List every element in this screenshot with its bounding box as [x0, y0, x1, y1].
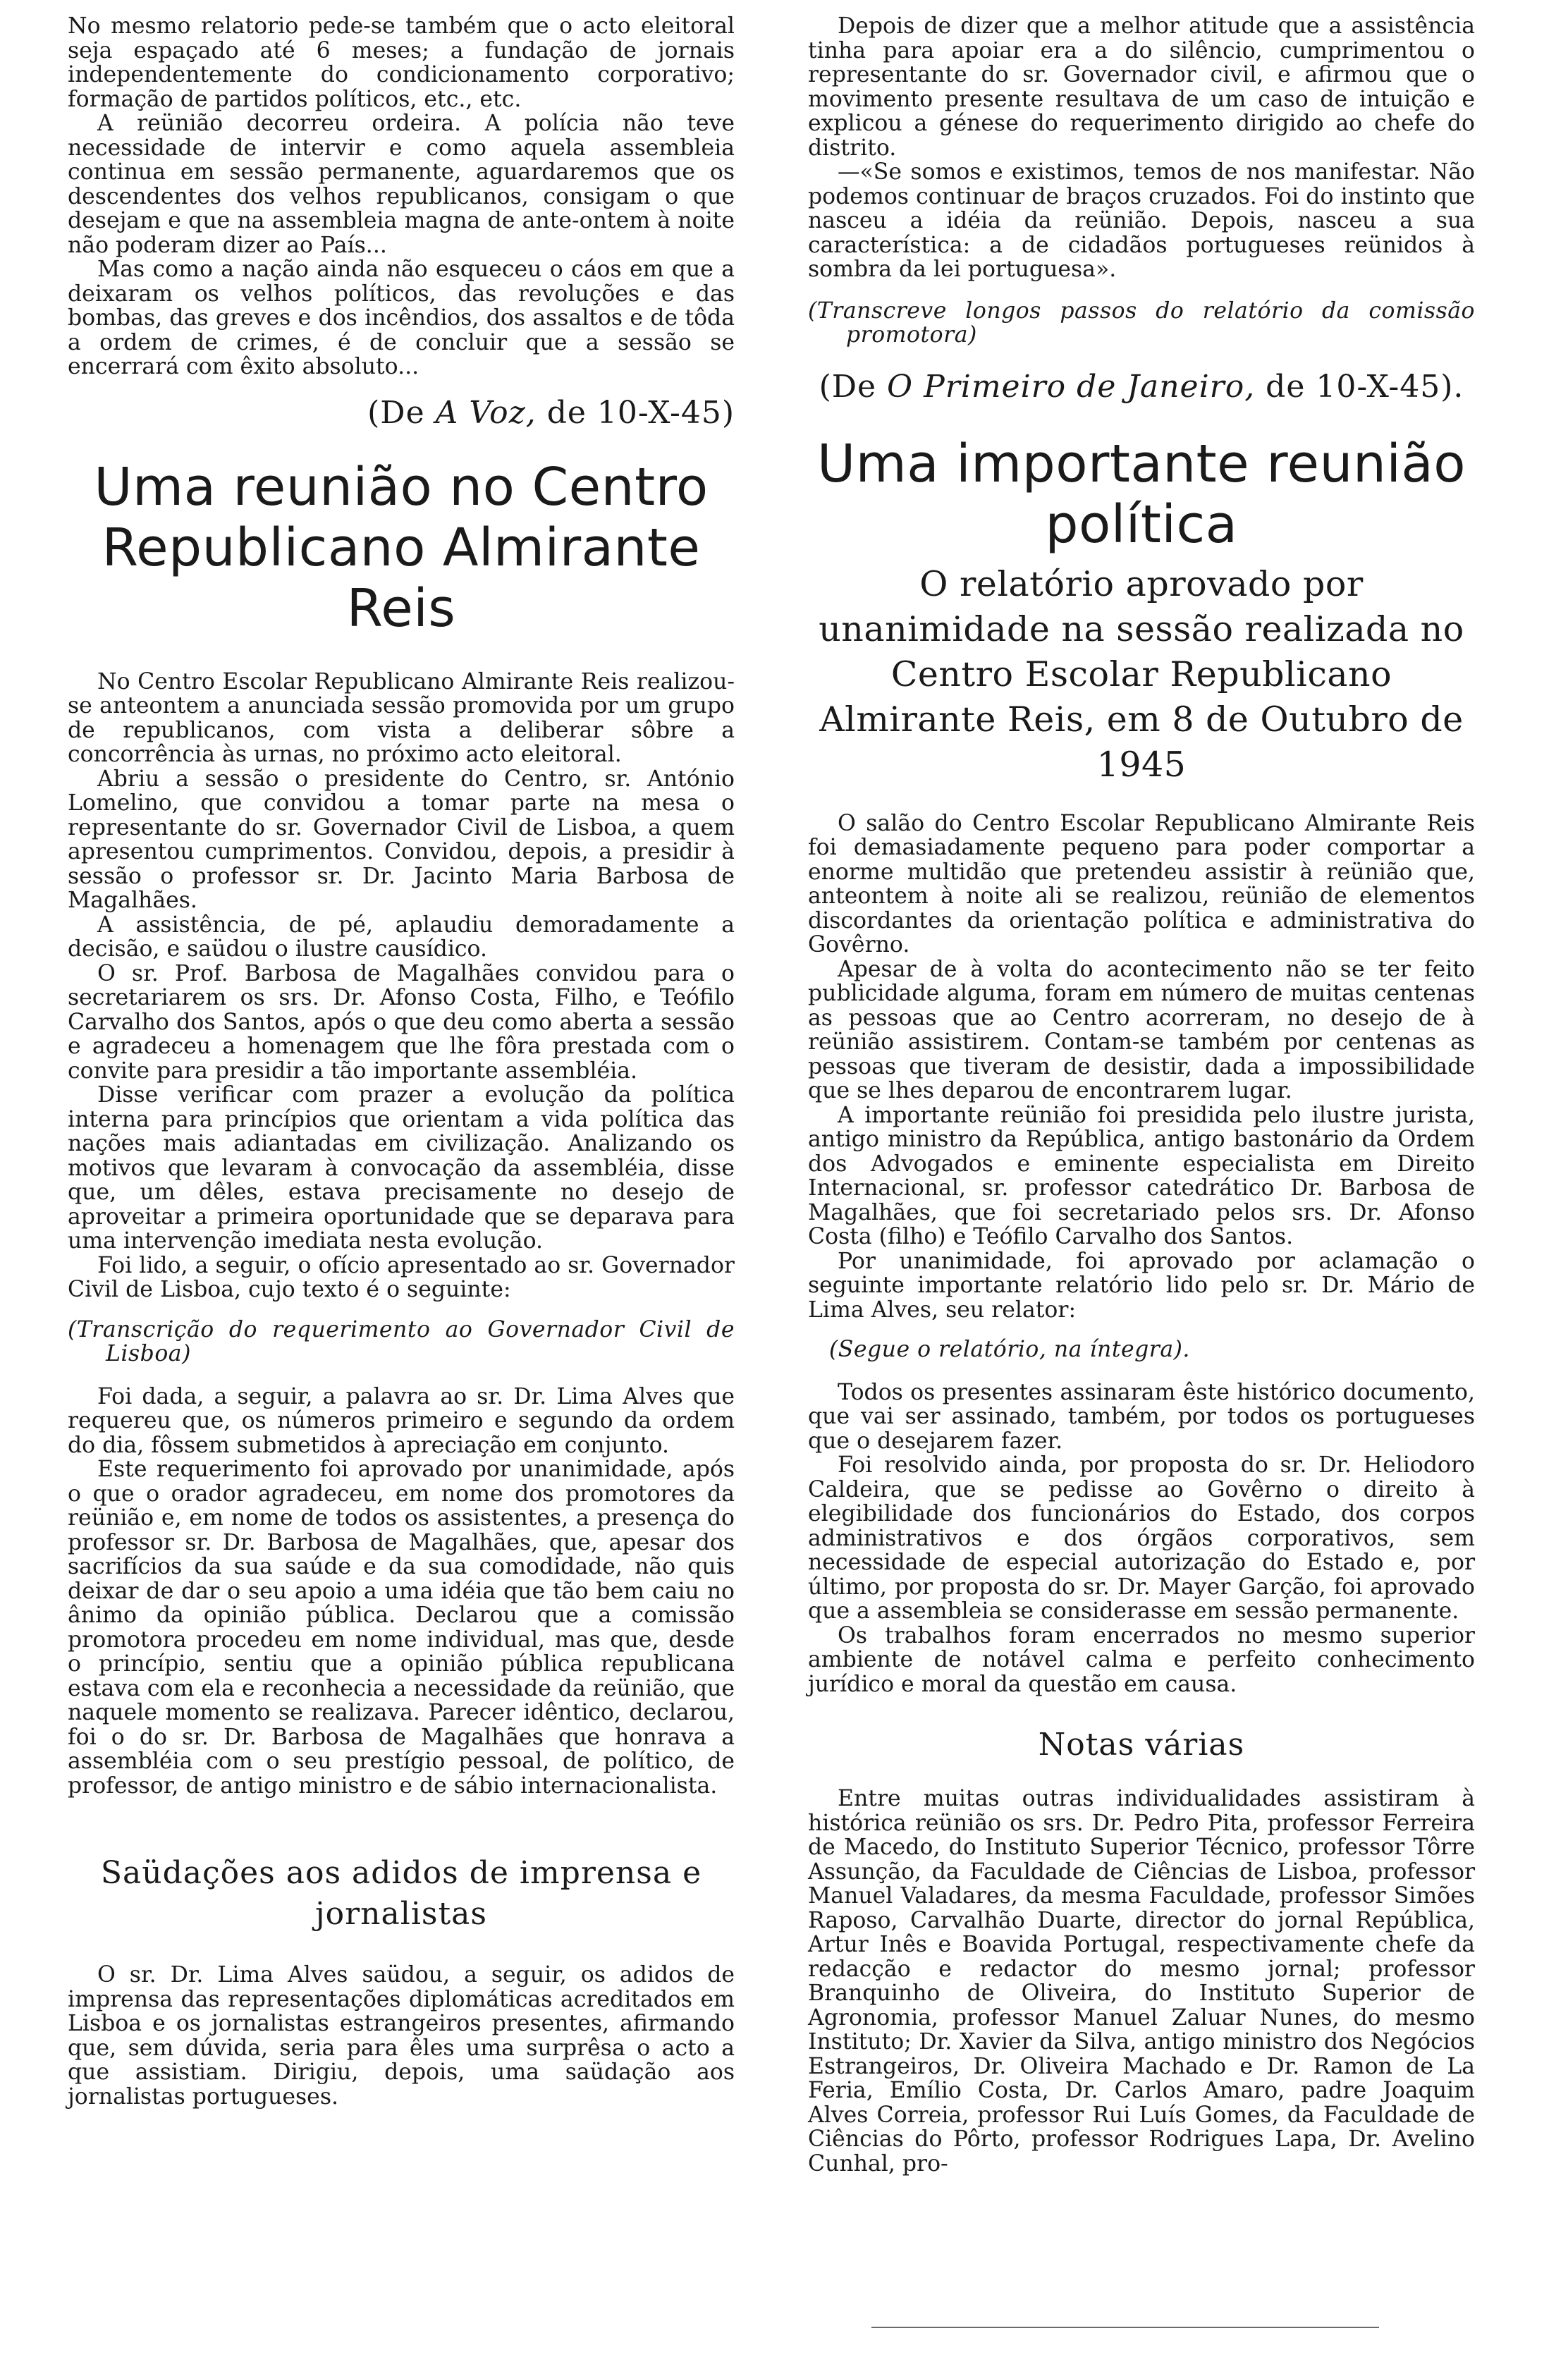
paragraph: Disse verificar com prazer a evolução da política interna para princípios que orientam a vida política das nações mais adiantadas em civilização. Analizando os motivos que levaram à convocação da assembléia, disse que, um dêles, estava precisamente no desejo de aproveitar a primeira oportunidade que se deparava para uma intervenção imediata nesta evolução. [68, 1082, 735, 1254]
transcription-note: (Segue o relatório, na íntegra). [829, 1337, 1190, 1362]
paragraph: Os trabalhos foram encerrados no mesmo superior ambiente de notável calma e perfeito conhecimento jurídico e moral da questão em causa. [808, 1622, 1475, 1697]
paragraph: Foi dada, a seguir, a palavra ao sr. Dr. Lima Alves que requereu que, os números primeiro e segundo da ordem do dia, fôssem submetidos à apreciação em conjunto. [68, 1383, 735, 1458]
paragraph: A reünião decorreu ordeira. A polícia não teve necessidade de intervir e como aquela assembleia continua em sessão permanente, aguardaremos que os descendentes dos velhos republicanos, consigam o que desejam e que na assembleia magna de ante-ontem à noite não poderam dizer ao País... [68, 111, 735, 258]
paragraph: O sr. Dr. Lima Alves saüdou, a seguir, os adidos de imprensa das representações diplomáticas acreditados em Lisboa e os jornalistas estrangeiros presentes, afirmando que, sem dúvida, seria para êles uma surprêsa o acto a que assistiam. Dirigiu, depois, uma saüdação aos jornalistas portugueses. [68, 1962, 735, 2110]
paragraph: Por unanimidade, foi aprovado por aclamação o seguinte importante relatório lido pelo sr. Dr. Mário de Lima Alves, seu relator: [808, 1248, 1475, 1323]
paragraph: Entre muitas outras individualidades assistiram à histórica reünião os srs. Dr. Pedro Pita, professor Ferreira de Macedo, do Instituto Superior Técnico, professor Tôrre Assunção, da Faculdade de Ciências de Lisboa, professor Manuel Valadares, da mesma Faculdade, professor Simões Raposo, Carvalhão Duarte, director do jornal República, Artur Inês e Boavida Portugal, respectivamente chefe da redacção e redactor do mesmo jornal; professor Branquinho de Oliveira, do Instituto Superior de Agronomia, professor Manuel Zaluar Nunes, do mesmo Instituto; Dr. Xavier da Silva, antigo ministro dos Negócios Estrangeiros, Dr. Oliveira Machado e Dr. Ramon de La Feria, Emílio Costa, Dr. Carlos Amaro, padre Joaquim Alves Correia, professor Rui Luís Gomes, da Faculdade de Ciências do Pôrto, professor Rodrigues Lapa, Dr. Avelino Cunhal, pro- [808, 1786, 1475, 2177]
paragraph: O sr. Prof. Barbosa de Magalhães convidou para o secretariarem os srs. Dr. Afonso Costa, Filho, e Teófilo Carvalho dos Santos, após o que deu como aberta a sessão e agradeceu a homenagem que lhe fôra prestada com o convite para presidir a tão importante assembléia. [68, 960, 735, 1084]
section-heading: Saüdações aos adidos de imprensa e jornalistas [100, 1855, 702, 1932]
paragraph: Foi resolvido ainda, por proposta do sr. Dr. Heliodoro Caldeira, que se pedisse ao Govêrno o direito à elegibilidade dos funcionários do Estado, dos corpos administrativos e dos órgãos corporativos, sem necessidade de especial autorização do Estado e, por último, por proposta do sr. Dr. Mayer Garção, foi aprovado que a assembleia se considerasse em sessão permanente. [808, 1452, 1475, 1624]
paragraph: —«Se somos e existimos, temos de nos manifestar. Não podemos continuar de braços cruzados. Foi do instinto que nasceu a idéia da reünião. Depois, nasceu a sua característica: a de cidadãos portugueses reünidos à sombra da lei portuguesa». [808, 159, 1475, 282]
source-credit: (De A Voz, de 10-X-45) [367, 394, 735, 431]
paragraph: No Centro Escolar Republicano Almirante Reis realizou-se anteontem a anunciada sessão promovida por um grupo de republicanos, com vista a deliberar sôbre a concorrência às urnas, no próximo acto eleitoral. [68, 668, 735, 767]
section-heading: Notas várias [1038, 1727, 1245, 1763]
paragraph: No mesmo relatorio pede-se também que o acto eleitoral seja espaçado até 6 meses; a fundação de jornais independentemente do condicionamento corporativo; formação de partidos políticos, etc., etc. [68, 13, 735, 112]
paragraph: Depois de dizer que a melhor atitude que a assistência tinha para apoiar era a do silêncio, cumprimentou o representante do sr. Governador civil, e afirmou que o movimento presente resultava de um caso de intuição e explicou a génese do requerimento dirigido ao chefe do distrito. [808, 13, 1475, 161]
article-subheadline: O relatório aprovado por unanimidade na sessão realizada no Centro Escolar Republicano Almirante Reis, em 8 de Outubro de 1945 [819, 563, 1464, 785]
paragraph: Este requerimento foi aprovado por unanimidade, após o que o orador agradeceu, em nome dos promotores da reünião e, em nome de todos os assistentes, a presença do professor sr. Dr. Barbosa de Magalhães, que, apesar dos sacrifícios da sua saúde e da sua comodidade, não quis deixar de dar o seu apoio a uma idéia que tão bem caiu no ânimo da opinião pública. Declarou que a comissão promotora procedeu em nome individual, mas que, desde o princípio, sentiu que a opinião pública republicana estava com ela e reconhecia a necessidade da reünião, que naquele momento se realizava. Parecer idêntico, declarou, foi o do sr. Dr. Barbosa de Magalhães que honrava a assembléia com o seu prestígio pessoal, de político, de professor, de antigo ministro e de sábio internacionalista. [68, 1457, 735, 1799]
bottom-rule [871, 2327, 1379, 2328]
paragraph: O salão do Centro Escolar Republicano Almirante Reis foi demasiadamente pequeno para poder comportar a enorme multidão que pretendeu assistir à reünião que, anteontem à noite ali se realizou, reünião de elementos discordantes da orientação política e administrativa do Govêrno. [808, 810, 1475, 957]
paragraph: Foi lido, a seguir, o ofício apresentado ao sr. Governador Civil de Lisboa, cujo texto é o seguinte: [68, 1252, 735, 1302]
paragraph: A assistência, de pé, aplaudiu demoradamente a decisão, e saüdou o ilustre causídico. [68, 912, 735, 962]
paragraph: Apesar de à volta do acontecimento não se ter feito publicidade alguma, foram em número de muitas centenas as pessoas que ao Centro acorreram, no desejo de à reünião assistirem. Contam-se também por centenas as pessoas que tiveram de desistir, dada a impossibilidade que se lhes deparou de encontrarem lugar. [808, 956, 1475, 1103]
source-credit: (De O Primeiro de Janeiro, de 10-X-45). [819, 368, 1464, 405]
paragraph: Abriu a sessão o presidente do Centro, sr. António Lomelino, que convidou a tomar parte na mesa o representante do sr. Governador Civil de Lisboa, a quem apresentou cumprimentos. Convidou, depois, a presidir à sessão o professor sr. Dr. Jacinto Maria Barbosa de Magalhães. [68, 766, 735, 913]
left-column [68, 14, 735, 2109]
transcription-note: (Transcrição do requerimento ao Governador Civil de Lisboa) [68, 1316, 735, 1366]
article-headline: Uma reunião no Centro Republicano Almirante Reis [94, 456, 709, 639]
paragraph: A importante reünião foi presidida pelo ilustre jurista, antigo ministro da República, antigo bastonário da Ordem dos Advogados e eminente especialista em Direito Internacional, sr. professor catedrático Dr. Barbosa de Magalhães, que foi secretariado pelos srs. Dr. Afonso Costa (filho) e Teófilo Carvalho dos Santos. [808, 1102, 1475, 1249]
right-column [808, 14, 1475, 2176]
paragraph: Todos os presentes assinaram êste histórico documento, que vai ser assinado, também, por todos os portugueses que o desejarem fazer. [808, 1379, 1475, 1454]
article-headline: Uma importante reunião política [816, 433, 1466, 555]
paragraph: Mas como a nação ainda não esqueceu o cáos em que a deixaram os velhos políticos, das revoluções e das bombas, das greves e dos incêndios, dos assaltos e de tôda a ordem de crimes, é de concluir que a sessão se encerrará com êxito absoluto... [68, 257, 735, 379]
transcription-note: (Transcreve longos passos do relatório da comissão promotora) [808, 298, 1475, 348]
